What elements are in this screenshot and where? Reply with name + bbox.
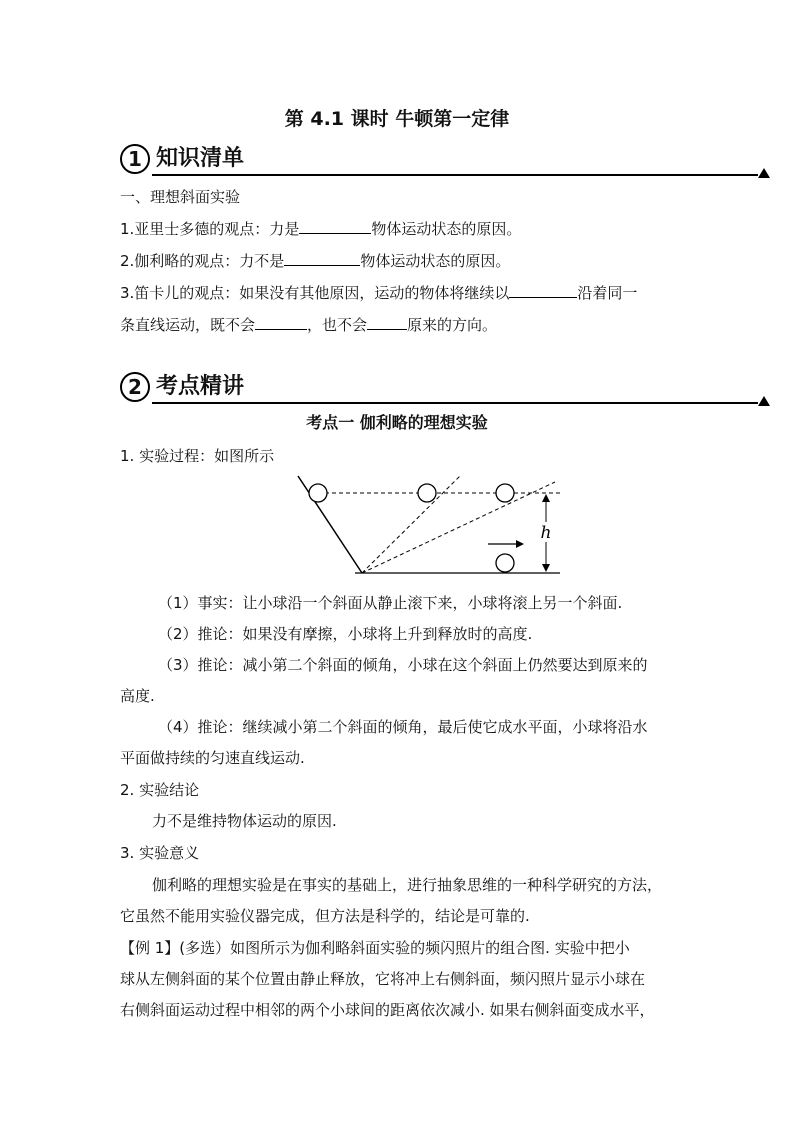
fill-blank [509, 283, 577, 298]
ball [418, 484, 436, 502]
paragraph-1: 1. 实验过程：如图所示 [120, 447, 275, 465]
item-text: ，也不会 [307, 316, 368, 334]
arrowhead-icon [516, 540, 524, 548]
conclusion-text: 力不是维持物体运动的原因. [152, 812, 337, 830]
section-number: 1 [120, 144, 150, 174]
item-text: 物体运动状态的原因。 [371, 220, 522, 238]
incline-dashed-1 [362, 476, 460, 573]
ball [496, 484, 514, 502]
knowledge-item-2 [120, 250, 510, 271]
item-text: 1.亚里士多德的观点：力是 [120, 220, 300, 238]
paragraph-2: 2. 实验结论 [120, 781, 200, 799]
item-text: 沿着同一 [577, 284, 638, 302]
arrowhead-icon [542, 564, 550, 572]
item-text: 条直线运动，既不会 [120, 316, 256, 334]
knowledge-item-1 [120, 218, 521, 239]
kaodian-heading: 考点一 伽利略的理想实验 [306, 413, 488, 432]
inference-3: （3）推论：减小第二个斜面的倾角，小球在这个斜面上仍然要达到原来的 [158, 656, 648, 674]
incline-diagram [290, 468, 570, 580]
fact-1: （1）事实：让小球沿一个斜面从静止滚下来，小球将滚上另一个斜面. [158, 594, 623, 612]
item-text: 原来的方向。 [407, 316, 498, 334]
page-title: 第 4.1 课时 牛顿第一定律 [284, 108, 510, 130]
item-text: 3.笛卡儿的观点：如果没有其他原因，运动的物体将继续以 [120, 284, 510, 302]
fill-blank [255, 315, 307, 330]
left-incline [298, 476, 362, 573]
section-rule [152, 174, 758, 176]
section-rule [152, 402, 758, 404]
inference-4: （4）推论：继续减小第二个斜面的倾角，最后使它成水平面，小球将沿水 [158, 718, 648, 736]
incline-dashed-2 [362, 482, 555, 573]
significance-text-cont: 它虽然不能用实验仪器完成，但方法是科学的，结论是可靠的. [120, 907, 530, 925]
arrowhead-icon [542, 494, 550, 502]
item-text: 物体运动状态的原因。 [360, 252, 511, 270]
fill-blank [299, 219, 371, 234]
item-text: 2.伽利略的观点：力不是 [120, 252, 285, 270]
example-1-cont: 右侧斜面运动过程中相邻的两个小球间的距离依次减小. 如果右侧斜面变成水平， [120, 1001, 655, 1019]
paragraph-3: 3. 实验意义 [120, 844, 200, 862]
height-label: h [540, 523, 552, 543]
inference-2: （2）推论：如果没有摩擦，小球将上升到释放时的高度. [158, 625, 533, 643]
fill-blank [284, 251, 360, 266]
section-title: 考点精讲 [156, 374, 245, 399]
example-1: 【例 1】(多选）如图所示为伽利略斜面实验的频闪照片的组合图. 实验中把小 [120, 939, 630, 957]
ball [309, 484, 327, 502]
section-number: 2 [120, 372, 150, 402]
triangle-icon [758, 168, 770, 178]
inference-3-cont: 高度. [120, 687, 155, 705]
subheading: 一、理想斜面实验 [120, 188, 241, 206]
inference-4-cont: 平面做持续的匀速直线运动. [120, 749, 305, 767]
significance-text: 伽利略的理想实验是在事实的基础上，进行抽象思维的一种科学研究的方法， [152, 876, 663, 894]
section-header-knowledge [120, 142, 770, 176]
fill-blank [367, 315, 407, 330]
section-title: 知识清单 [156, 146, 245, 171]
ball [496, 554, 514, 572]
triangle-icon [758, 396, 770, 406]
example-1-cont: 球从左侧斜面的某个位置由静止释放，它将冲上右侧斜面，频闪照片显示小球在 [120, 970, 646, 988]
knowledge-item-3-cont [120, 314, 497, 335]
knowledge-item-3 [120, 282, 637, 303]
section-header-keypoints [120, 370, 770, 404]
